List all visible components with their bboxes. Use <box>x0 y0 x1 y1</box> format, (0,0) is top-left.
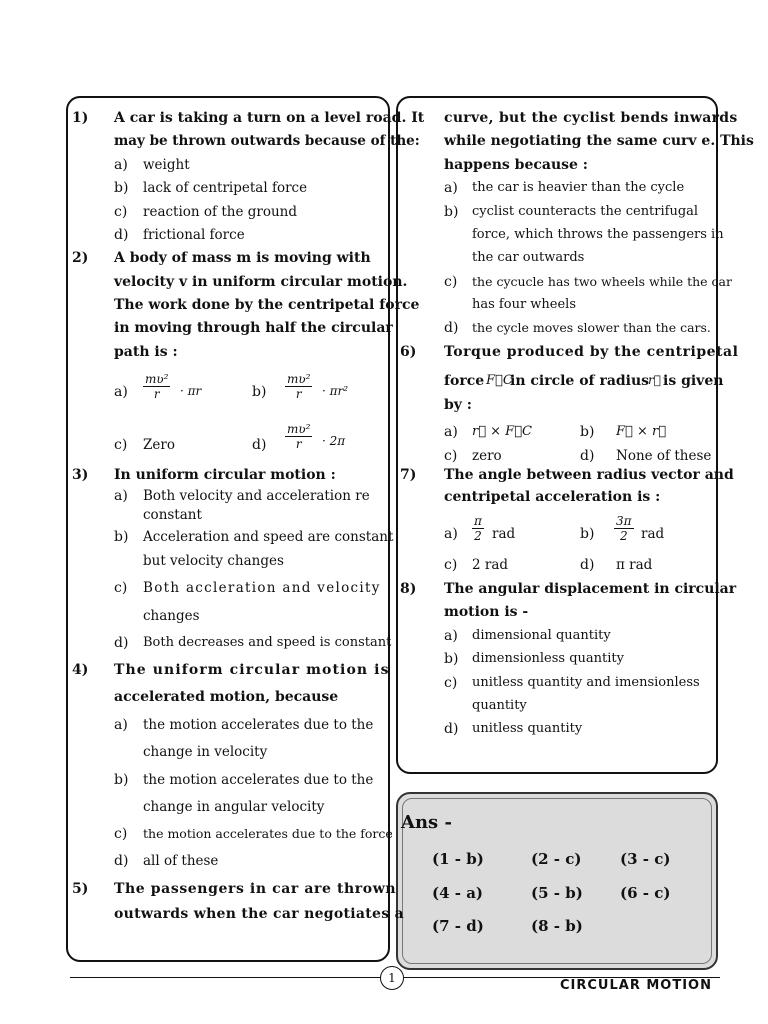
q2-opt-a-label: a) <box>114 384 128 400</box>
q1-opt-d: frictional force <box>143 227 245 243</box>
answer-7: (7 - d) <box>432 917 484 935</box>
q2-line1: A body of mass m is moving with <box>114 250 371 266</box>
q4-opt-b-cont: change in angular velocity <box>143 799 325 815</box>
q3-opt-d: Both decreases and speed is constant <box>143 635 392 650</box>
q1-opt-d-label: d) <box>114 227 129 243</box>
q5-line1: The passengers in car are thrown <box>114 881 397 897</box>
q8-line1: The angular displacement in circular <box>444 581 737 597</box>
q8-line2: motion is - <box>444 604 529 620</box>
q7-opt-b-fraction: $\frac{3\pi}{2}$ <box>616 514 632 543</box>
q8-opt-d: unitless quantity <box>472 721 583 736</box>
q6-line2-given: is given <box>663 373 724 389</box>
answer-4: (4 - a) <box>432 884 484 902</box>
answer-1: (1 - b) <box>432 850 484 868</box>
q4-opt-d-label: d) <box>114 853 129 869</box>
q7-opt-a-rad: rad <box>492 526 516 542</box>
q4-line2: accelerated motion, because <box>114 689 339 705</box>
q6-line2-radius: in circle of radius <box>510 373 650 389</box>
q8-opt-d-label: d) <box>444 721 459 737</box>
q7-opt-d: π rad <box>616 557 653 573</box>
q7-number: 7) <box>400 467 417 483</box>
q3-opt-c-cont: changes <box>143 608 200 624</box>
q3-opt-c: Both accleration and velocity <box>143 580 381 596</box>
q4-number: 4) <box>72 662 89 678</box>
q6-line3: by : <box>444 397 472 413</box>
answer-8: (8 - b) <box>531 917 583 935</box>
q7-opt-c: 2 rad <box>472 557 509 573</box>
q8-number: 8) <box>400 581 417 597</box>
q2-line4: in moving through half the circular <box>114 320 393 336</box>
q5-line2: outwards when the car negotiates a <box>114 906 404 922</box>
answer-2: (2 - c) <box>531 850 582 868</box>
q5-opt-b: cyclist counteracts the centrifugal <box>472 204 699 219</box>
q4-opt-c: the motion accelerates due to the force <box>143 826 393 841</box>
answer-3: (3 - c) <box>620 850 671 868</box>
page-number: 1 <box>380 966 404 990</box>
q1-opt-c-label: c) <box>114 204 128 220</box>
q2-opt-a-fraction: $\frac{\text{mʋ²}}{r}$ <box>145 372 169 401</box>
q8-opt-c-cont: quantity <box>472 698 527 713</box>
q8-opt-a-label: a) <box>444 628 458 644</box>
q5-opt-b-label: b) <box>444 204 459 220</box>
q7-opt-c-label: c) <box>444 557 458 573</box>
q4-opt-b-label: b) <box>114 772 129 788</box>
q1-number: 1) <box>72 110 89 126</box>
q6-opt-b: F⃗ × r⃗ <box>616 424 666 439</box>
q3-opt-a-cont: constant <box>143 507 202 523</box>
q5-opt-a-label: a) <box>444 180 458 196</box>
q3-opt-a-label: a) <box>114 488 128 504</box>
q4-line1: The uniform circular motion is <box>114 662 390 678</box>
q2-number: 2) <box>72 250 89 266</box>
q7-opt-a-fraction: $\frac{\pi}{2}$ <box>474 514 482 543</box>
q5-opt-c-label: c) <box>444 274 458 290</box>
q8-opt-a: dimensional quantity <box>472 628 611 643</box>
q3-opt-a: Both velocity and acceleration re <box>143 488 370 504</box>
q5-cont-line3: happens because : <box>444 157 588 173</box>
q3-line1: In uniform circular motion : <box>114 467 336 483</box>
q1-line2: may be thrown outwards because of the: <box>114 133 420 149</box>
q5-cont-line1: curve, but the cyclist bends inwards <box>444 110 738 126</box>
q5-opt-b-cont1: force, which throws the passengers in <box>472 227 724 242</box>
footer-title: CIRCULAR MOTION <box>560 978 712 993</box>
q8-opt-b: dimensionless quantity <box>472 651 624 666</box>
q3-opt-b: Acceleration and speed are constant <box>143 529 394 545</box>
q2-opt-a-tail: · πr <box>180 384 202 398</box>
answers-title: Ans - <box>401 812 452 833</box>
q2-opt-d-tail: · 2π <box>322 434 346 448</box>
q5-opt-d: the cycle moves slower than the cars. <box>472 320 711 335</box>
q6-number: 6) <box>400 344 417 360</box>
q6-opt-d-label: d) <box>580 448 595 464</box>
q6-opt-d: None of these <box>616 448 712 464</box>
q8-opt-c: unitless quantity and imensionless <box>472 675 700 690</box>
q1-opt-a: weight <box>143 157 190 173</box>
q3-opt-b-label: b) <box>114 529 129 545</box>
q2-opt-d-label: d) <box>252 437 267 453</box>
q6-opt-a-label: a) <box>444 424 458 440</box>
q4-opt-b: the motion accelerates due to the <box>143 772 374 788</box>
q5-opt-d-label: d) <box>444 320 459 336</box>
q2-line5: path is : <box>114 344 178 360</box>
q2-opt-b-fraction: $\frac{\text{mʋ²}}{r}$ <box>287 372 311 401</box>
q5-opt-c-cont: has four wheels <box>472 297 576 312</box>
q7-line1: The angle between radius vector and <box>444 467 734 483</box>
q4-opt-c-label: c) <box>114 826 128 842</box>
q7-line2: centripetal acceleration is : <box>444 489 661 505</box>
q6-fc-symbol: F⃗C <box>486 373 513 388</box>
q3-opt-d-label: d) <box>114 635 129 651</box>
q2-opt-c: Zero <box>143 437 175 453</box>
q4-opt-a-cont: change in velocity <box>143 744 268 760</box>
q6-opt-c: zero <box>472 448 502 464</box>
q2-opt-b-tail: · πr² <box>322 384 349 398</box>
q7-opt-a-label: a) <box>444 526 458 542</box>
q7-opt-d-label: d) <box>580 557 595 573</box>
q7-opt-b-label: b) <box>580 526 595 542</box>
q3-number: 3) <box>72 467 89 483</box>
answer-5: (5 - b) <box>531 884 583 902</box>
q2-line2: velocity v in uniform circular motion. <box>114 274 408 290</box>
q5-opt-b-cont2: the car outwards <box>472 250 585 265</box>
q5-opt-c: the cycucle has two wheels while the car <box>472 274 732 289</box>
q5-number: 5) <box>72 881 89 897</box>
q5-opt-a: the car is heavier than the cycle <box>472 180 685 195</box>
q6-r-symbol: r⃗ <box>648 373 661 387</box>
q1-opt-b: lack of centripetal force <box>143 180 308 196</box>
q6-line2-force: force <box>444 373 485 389</box>
q3-opt-b-cont: but velocity changes <box>143 553 284 569</box>
q3-opt-c-label: c) <box>114 580 128 596</box>
q7-opt-b-rad: rad <box>641 526 665 542</box>
q2-line3: The work done by the centripetal force <box>114 297 420 313</box>
q6-line1: Torque produced by the centripetal <box>444 344 739 360</box>
q2-opt-d-fraction: $\frac{\text{mʋ²}}{r}$ <box>287 422 311 451</box>
q4-opt-d: all of these <box>143 853 219 869</box>
q2-opt-b-label: b) <box>252 384 267 400</box>
q6-opt-c-label: c) <box>444 448 458 464</box>
q1-opt-c: reaction of the ground <box>143 204 297 220</box>
q1-line1: A car is taking a turn on a level road. It <box>114 110 425 126</box>
q1-opt-b-label: b) <box>114 180 129 196</box>
q5-cont-line2: while negotiating the same curv e. This <box>444 133 754 149</box>
q6-opt-a: r⃗ × F⃗C <box>472 424 532 439</box>
q1-opt-a-label: a) <box>114 157 128 173</box>
q8-opt-b-label: b) <box>444 651 459 667</box>
q2-opt-c-label: c) <box>114 437 128 453</box>
q4-opt-a-label: a) <box>114 717 128 733</box>
q6-opt-b-label: b) <box>580 424 595 440</box>
q8-opt-c-label: c) <box>444 675 458 691</box>
answer-6: (6 - c) <box>620 884 671 902</box>
q4-opt-a: the motion accelerates due to the <box>143 717 374 733</box>
